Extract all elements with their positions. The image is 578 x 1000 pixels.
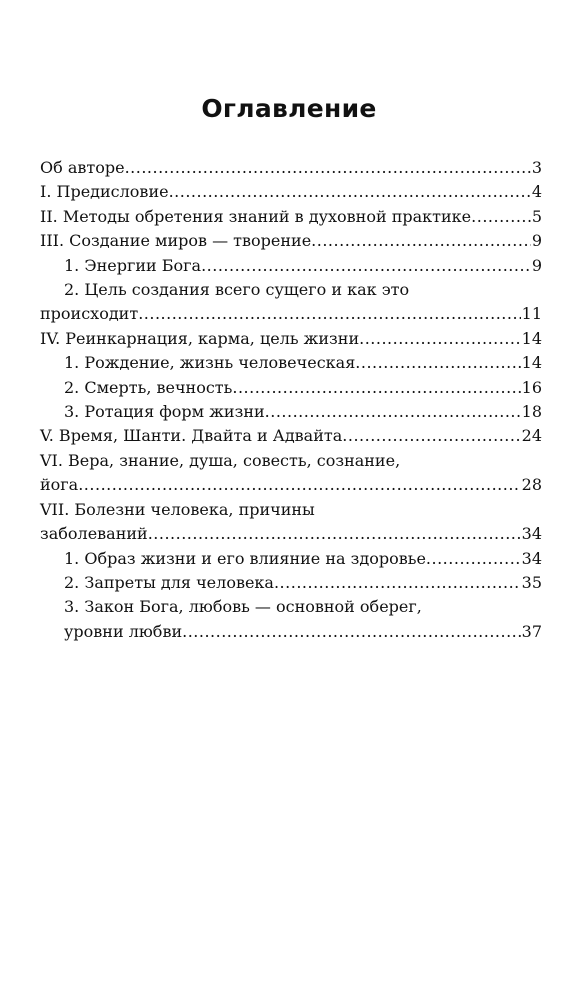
toc-entry-title: 2. Запреты для человека: [64, 572, 274, 592]
toc-leader-dots: [138, 302, 520, 326]
toc-leader-dots: [232, 376, 520, 400]
toc-entry-page: 37: [521, 621, 542, 641]
toc-entry-last-line: [40, 522, 542, 546]
toc-entry-page: 11: [521, 304, 542, 324]
toc-entry-last-line: [40, 302, 542, 326]
toc-entry-title: III. Создание миров — творение: [40, 231, 312, 251]
table-of-contents: [40, 156, 542, 644]
toc-entry-page: 5: [531, 206, 542, 226]
toc-entry-birth[interactable]: [40, 351, 542, 375]
toc-entry-page: 24: [521, 426, 542, 446]
toc-entry-first-line: [40, 595, 542, 619]
toc-leader-dots: [182, 620, 521, 644]
toc-entry-title: 2. Смерть, вечность: [64, 377, 233, 397]
toc-entry-title-line1: 3. Закон Бога, любовь — основной оберег,: [64, 597, 422, 617]
toc-entry-first-line: [40, 498, 542, 522]
toc-leader-dots: [125, 156, 531, 180]
toc-entry-energies-of-god[interactable]: [40, 254, 542, 278]
toc-entry-title: 1. Энергии Бога: [64, 255, 202, 275]
toc-leader-dots: [169, 180, 531, 204]
toc-leader-dots: [426, 547, 521, 571]
toc-entry-reincarnation[interactable]: [40, 327, 542, 351]
toc-entry-page: 18: [521, 402, 542, 422]
toc-entry-first-line: [40, 449, 542, 473]
toc-leader-dots: [201, 254, 531, 278]
toc-entry-law-of-god[interactable]: [40, 595, 542, 644]
toc-entry-title: V. Время, Шанти. Двайта и Адвайта: [40, 426, 343, 446]
toc-entry-rotation[interactable]: [40, 400, 542, 424]
toc-entry-title: происходит: [40, 304, 139, 324]
toc-entry-page: 34: [521, 524, 542, 544]
toc-entry-page: 34: [521, 548, 542, 568]
toc-entry-page: 14: [521, 353, 542, 373]
toc-entry-creation-of-worlds[interactable]: [40, 229, 542, 253]
toc-entry-title: 1. Образ жизни и его влияние на здоровье: [64, 548, 426, 568]
toc-entry-title: IV. Реинкарнация, карма, цель жизни: [40, 328, 360, 348]
toc-entry-first-line: [40, 278, 542, 302]
toc-entry-title: I. Предисловие: [40, 182, 169, 202]
toc-entry-title: йога: [40, 475, 79, 495]
toc-entry-page: 16: [521, 377, 542, 397]
toc-entry-title-line1: 2. Цель создания всего сущего и как это: [64, 280, 410, 300]
toc-entry-death[interactable]: [40, 376, 542, 400]
toc-entry-last-line: [40, 620, 542, 644]
toc-entry-page: 14: [521, 328, 542, 348]
toc-leader-dots: [78, 473, 520, 497]
toc-leader-dots: [342, 424, 520, 448]
toc-entry-page: 28: [521, 475, 542, 495]
toc-entry-page: 9: [531, 231, 542, 251]
toc-entry-faith-knowledge[interactable]: [40, 449, 542, 498]
toc-entry-methods[interactable]: [40, 205, 542, 229]
toc-entry-time-shanti[interactable]: [40, 424, 542, 448]
toc-entry-page: 35: [521, 572, 542, 592]
toc-entry-title: 1. Рождение, жизнь человеческая: [64, 353, 356, 373]
toc-entry-title: II. Методы обретения знаний в духовной практике: [40, 206, 472, 226]
toc-entry-title: 3. Ротация форм жизни: [64, 402, 265, 422]
toc-entry-lifestyle[interactable]: [40, 547, 542, 571]
toc-leader-dots: [148, 522, 521, 546]
toc-leader-dots: [355, 351, 520, 375]
toc-entry-title: Об авторе: [40, 158, 125, 177]
toc-entry-title: заболеваний: [40, 524, 148, 544]
toc-leader-dots: [274, 571, 521, 595]
toc-leader-dots: [471, 205, 531, 229]
toc-leader-dots: [359, 327, 521, 351]
toc-entry-page: 3: [531, 158, 542, 177]
toc-entry-purpose-of-creation[interactable]: [40, 278, 542, 327]
toc-leader-dots: [265, 400, 521, 424]
toc-entry-diseases[interactable]: [40, 498, 542, 547]
toc-leader-dots: [311, 229, 531, 253]
toc-entry-page: 4: [531, 182, 542, 202]
toc-entry-about-author[interactable]: [40, 156, 542, 180]
toc-entry-title-line1: VI. Вера, знание, душа, совесть, сознание,: [40, 450, 401, 470]
toc-entry-title-line1: VII. Болезни человека, причины: [40, 499, 315, 519]
toc-entry-prohibitions[interactable]: [40, 571, 542, 595]
toc-entry-title: уровни любви: [64, 621, 183, 641]
toc-entry-last-line: [40, 473, 542, 497]
toc-entry-preface[interactable]: [40, 180, 542, 204]
page-title: Оглавление: [201, 94, 377, 123]
toc-entry-page: 9: [531, 255, 542, 275]
